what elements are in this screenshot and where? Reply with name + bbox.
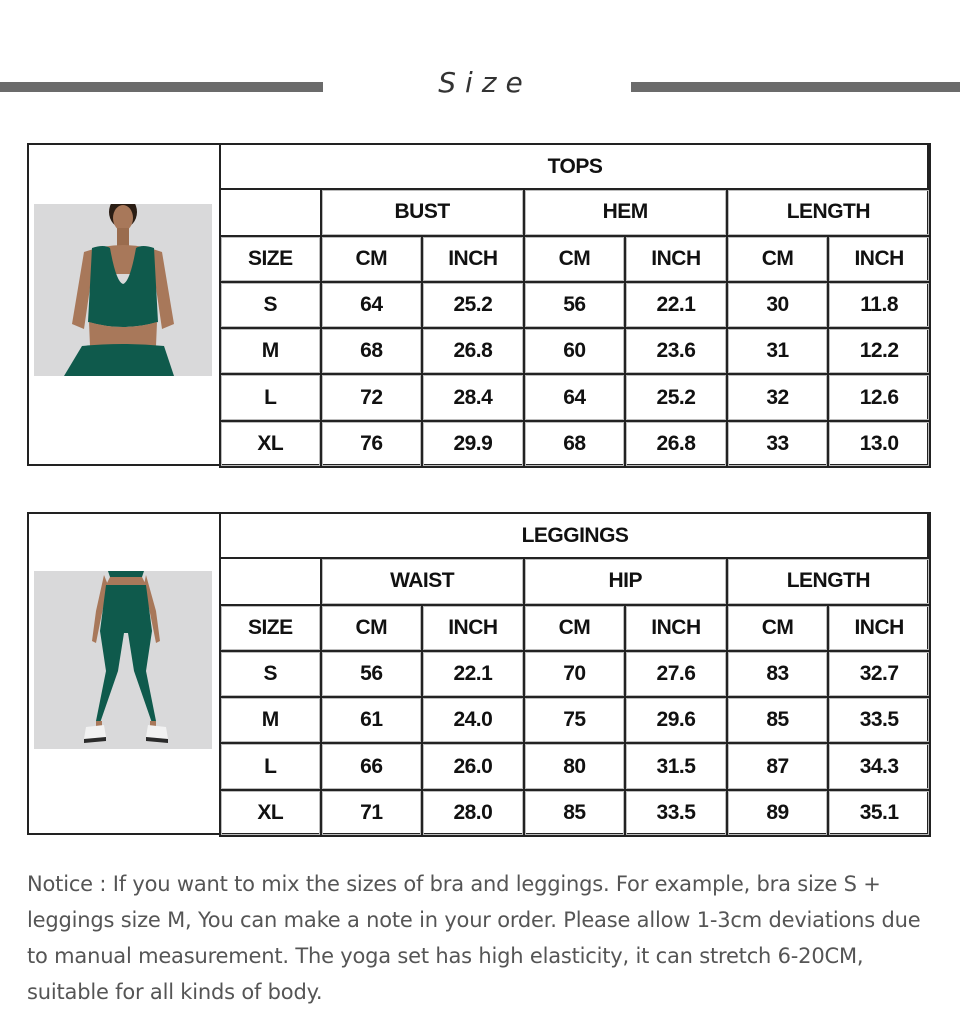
tops-group-hem: HEM: [525, 190, 728, 236]
table-cell: 33: [728, 422, 830, 468]
table-cell: 22.1: [423, 652, 525, 698]
table-cell: 33.5: [626, 791, 728, 837]
table-cell: 31.5: [626, 744, 728, 790]
table-row: [219, 791, 931, 837]
table-cell: L: [219, 744, 322, 790]
table-cell: 12.2: [829, 329, 931, 375]
table-cell: 12.6: [829, 375, 931, 421]
table-cell: 83: [728, 652, 830, 698]
column-header: INCH: [829, 237, 931, 283]
column-header: INCH: [423, 606, 525, 652]
column-header: INCH: [626, 237, 728, 283]
tops-group-spacer: [219, 190, 322, 236]
table-cell: 25.2: [423, 283, 525, 329]
table-cell: 87: [728, 744, 830, 790]
leggings-table: [219, 512, 931, 837]
table-row: [219, 422, 931, 468]
table-cell: M: [219, 698, 322, 744]
leggings-unit-row: [219, 606, 931, 652]
table-cell: 35.1: [829, 791, 931, 837]
table-cell: 26.8: [423, 329, 525, 375]
table-cell: 80: [525, 744, 627, 790]
column-header: CM: [322, 237, 424, 283]
column-header: INCH: [626, 606, 728, 652]
table-cell: 66: [322, 744, 424, 790]
table-cell: 72: [322, 375, 424, 421]
table-cell: 89: [728, 791, 830, 837]
leggings-group-length: LENGTH: [728, 559, 931, 605]
table-cell: L: [219, 375, 322, 421]
column-header: SIZE: [219, 237, 322, 283]
column-header: CM: [322, 606, 424, 652]
table-cell: 61: [322, 698, 424, 744]
header-divider-right: [631, 82, 960, 92]
table-cell: XL: [219, 422, 322, 468]
table-cell: 64: [525, 375, 627, 421]
table-cell: 13.0: [829, 422, 931, 468]
tops-section-title: TOPS: [219, 143, 931, 190]
table-cell: 56: [525, 283, 627, 329]
table-cell: 56: [322, 652, 424, 698]
table-cell: 70: [525, 652, 627, 698]
tops-size-chart: [27, 143, 929, 466]
tops-group-bust: BUST: [322, 190, 525, 236]
column-header: INCH: [829, 606, 931, 652]
notice-text: Notice : If you want to mix the sizes of bra and leggings. For example, bra size S + leggings size M, You can make a note in your order. Please allow 1-3cm deviations due to manual measurement. The yoga set has high elasticity, it can stretch 6-20CM, suitable for all kinds of body.: [27, 872, 921, 1004]
table-cell: 85: [525, 791, 627, 837]
table-cell: 26.0: [423, 744, 525, 790]
leggings-group-hip: HIP: [525, 559, 728, 605]
table-cell: 85: [728, 698, 830, 744]
table-row: [219, 744, 931, 790]
table-cell: 28.0: [423, 791, 525, 837]
page-title: Size: [438, 66, 532, 99]
leggings-group-spacer: [219, 559, 322, 605]
table-cell: 30: [728, 283, 830, 329]
column-header: CM: [728, 237, 830, 283]
column-header: CM: [525, 606, 627, 652]
table-cell: 22.1: [626, 283, 728, 329]
table-cell: 29.6: [626, 698, 728, 744]
table-row: [219, 652, 931, 698]
table-cell: 68: [525, 422, 627, 468]
table-cell: XL: [219, 791, 322, 837]
table-cell: 76: [322, 422, 424, 468]
leggings-group-waist: WAIST: [322, 559, 525, 605]
table-cell: 71: [322, 791, 424, 837]
table-cell: 23.6: [626, 329, 728, 375]
table-cell: 68: [322, 329, 424, 375]
table-cell: 28.4: [423, 375, 525, 421]
table-row: [219, 375, 931, 421]
table-cell: 25.2: [626, 375, 728, 421]
tops-photo-cell: [29, 145, 221, 464]
leggings-section-title: LEGGINGS: [219, 512, 931, 559]
sports-bra-photo: [34, 204, 212, 376]
table-cell: 24.0: [423, 698, 525, 744]
leggings-size-chart: [27, 512, 929, 835]
column-header: CM: [728, 606, 830, 652]
column-header: INCH: [423, 237, 525, 283]
table-cell: 29.9: [423, 422, 525, 468]
table-row: [219, 329, 931, 375]
leggings-photo: [34, 571, 212, 749]
column-header: CM: [525, 237, 627, 283]
leggings-photo-cell: [29, 514, 221, 833]
column-header: SIZE: [219, 606, 322, 652]
table-cell: S: [219, 652, 322, 698]
table-cell: 64: [322, 283, 424, 329]
tops-group-length: LENGTH: [728, 190, 931, 236]
tops-unit-row: [219, 237, 931, 283]
table-cell: S: [219, 283, 322, 329]
tops-table: [219, 143, 931, 468]
table-cell: 31: [728, 329, 830, 375]
table-cell: M: [219, 329, 322, 375]
table-cell: 26.8: [626, 422, 728, 468]
table-cell: 60: [525, 329, 627, 375]
table-cell: 34.3: [829, 744, 931, 790]
table-cell: 75: [525, 698, 627, 744]
table-cell: 32: [728, 375, 830, 421]
table-row: [219, 283, 931, 329]
table-cell: 11.8: [829, 283, 931, 329]
table-cell: 33.5: [829, 698, 931, 744]
header-divider-left: [0, 82, 323, 92]
table-cell: 27.6: [626, 652, 728, 698]
table-row: [219, 698, 931, 744]
table-cell: 32.7: [829, 652, 931, 698]
